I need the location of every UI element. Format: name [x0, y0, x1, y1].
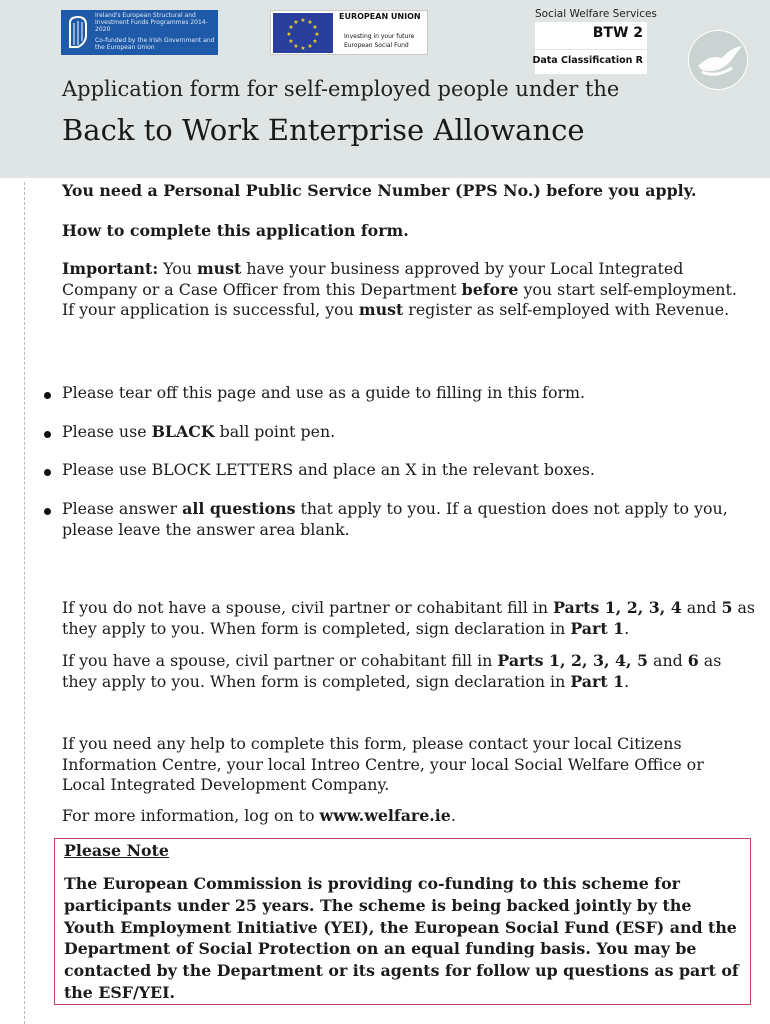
- harp-icon: [64, 13, 92, 52]
- list-item: [40, 460, 740, 481]
- list-item: [40, 383, 740, 404]
- department-name: Social Welfare Services: [535, 8, 657, 20]
- important-bold-must-2: must: [358, 300, 404, 320]
- svg-text:★: ★: [288, 38, 294, 45]
- no-spouse-last-part: 5: [721, 598, 733, 617]
- svg-text:★: ★: [307, 43, 313, 50]
- spouse-instructions: [62, 651, 752, 692]
- form-title-line1: Application form for self-employed people under the: [62, 77, 620, 101]
- instruction-answer-pre: Please answer: [62, 499, 183, 519]
- more-info: [62, 806, 456, 827]
- help-contact: If you need any help to complete this form, please contact your local Citizens Information Centre, your local Intreo Centre, your local Social Welfare Office or Local Integrated Development Company.: [62, 734, 704, 795]
- more-info-end: .: [450, 806, 456, 825]
- instruction-pen-pre: Please use: [62, 421, 152, 441]
- svg-text:★: ★: [307, 19, 313, 26]
- important-text-1: You: [158, 259, 197, 278]
- spouse-parts: Parts 1, 2, 3, 4, 5: [497, 651, 649, 670]
- svg-text:★: ★: [293, 19, 299, 26]
- instruction-block-letters: Please use BLOCK LETTERS and place an X in the relevant boxes.: [62, 460, 595, 480]
- spouse-declaration-part: Part 1: [570, 671, 625, 691]
- esif-cofunded-text: Co-funded by the Irish Government and the European Union: [95, 37, 215, 51]
- spouse-text-2: as they apply to you. When form is completed, sign declaration in: [62, 651, 722, 691]
- important-notice: [62, 259, 742, 321]
- form-code: BTW 2: [592, 25, 643, 41]
- more-info-text: For more information, log on to: [62, 806, 320, 825]
- svg-text:★: ★: [288, 24, 294, 31]
- instruction-tear-off: Please tear off this page and use as a guide to filling in this form.: [62, 383, 586, 402]
- eu-flag-icon: [273, 13, 333, 53]
- pps-requirement: You need a Personal Public Service Number (PPS No.) before you apply.: [62, 181, 697, 200]
- spouse-end: .: [624, 671, 630, 691]
- svg-text:★: ★: [300, 45, 306, 52]
- esif-logo: [61, 10, 218, 55]
- please-note-box: [54, 838, 751, 1005]
- form-id-panel: [532, 8, 657, 72]
- spouse-and: and: [648, 651, 688, 670]
- welfare-link[interactable]: www.welfare.ie: [319, 806, 451, 825]
- list-item: [40, 499, 740, 540]
- instruction-answer-post: that apply to you. If a question does not apply to you, please leave the answer area blank.: [62, 499, 728, 539]
- no-spouse-text-2: as they apply to you. When form is completed, sign declaration in: [62, 598, 756, 638]
- instruction-answer-bold: all questions: [182, 499, 296, 519]
- no-spouse-end: .: [624, 618, 630, 638]
- spouse-text-1: If you have a spouse, civil partner or cohabitant fill in: [62, 651, 498, 670]
- header-notch: [0, 162, 138, 178]
- eu-title: EUROPEAN UNION: [339, 12, 421, 21]
- important-bold-must: must: [196, 259, 242, 278]
- form-code-box: [535, 22, 647, 49]
- list-item: [40, 422, 740, 443]
- no-spouse-and: and: [681, 598, 722, 617]
- no-spouse-text-1: If you do not have a spouse, civil partner or cohabitant fill in: [62, 598, 554, 617]
- eu-logo: [270, 10, 428, 55]
- important-label: Important:: [62, 259, 159, 278]
- important-text-3: you start self-employment. If your application is successful, you: [62, 279, 737, 320]
- spouse-last-part: 6: [687, 651, 699, 670]
- svg-text:★: ★: [286, 31, 292, 38]
- svg-text:★: ★: [312, 24, 318, 31]
- svg-text:★: ★: [312, 38, 318, 45]
- instruction-list: [40, 383, 740, 559]
- data-classification: Data Classification R: [532, 55, 643, 66]
- important-text-2: have your business approved by your Local Integrated Company or a Case Officer from this Department: [62, 259, 684, 299]
- department-logo: [688, 30, 748, 90]
- svg-text:★: ★: [300, 17, 306, 24]
- important-text-4: register as self-employed with Revenue.: [403, 300, 730, 320]
- instruction-pen-bold: BLACK: [151, 421, 215, 441]
- please-note-title: Please Note: [64, 841, 169, 860]
- how-to-complete-heading: How to complete this application form.: [62, 221, 409, 240]
- eu-subtitle: Investing in your future European Social Fund: [344, 33, 415, 49]
- no-spouse-parts: Parts 1, 2, 3, 4: [553, 598, 682, 617]
- bird-logo-icon: [688, 30, 748, 90]
- form-title-line2: Back to Work Enterprise Allowance: [62, 113, 585, 147]
- svg-text:★: ★: [314, 31, 320, 38]
- tear-off-line: [24, 182, 25, 1024]
- no-spouse-instructions: [62, 598, 770, 639]
- please-note-body: The European Commission is providing co-funding to this scheme for participants under 25 years. The scheme is being backed jointly by the Youth Employment Initiative (YEI), the European Social Fund (ESF) and the Department of Social Protection on an equal funding basis. You may be contacted by the Department or its agents for follow up questions as part of the ESF/YEI.: [64, 874, 739, 1002]
- svg-text:★: ★: [293, 43, 299, 50]
- important-bold-before: before: [461, 279, 519, 299]
- instruction-pen-post: ball point pen.: [214, 421, 336, 441]
- esif-logo-text: Ireland's European Structural and Investment Funds Programmes 2014-2020: [95, 12, 208, 33]
- classification-box: [532, 50, 647, 74]
- no-spouse-declaration-part: Part 1: [570, 618, 625, 638]
